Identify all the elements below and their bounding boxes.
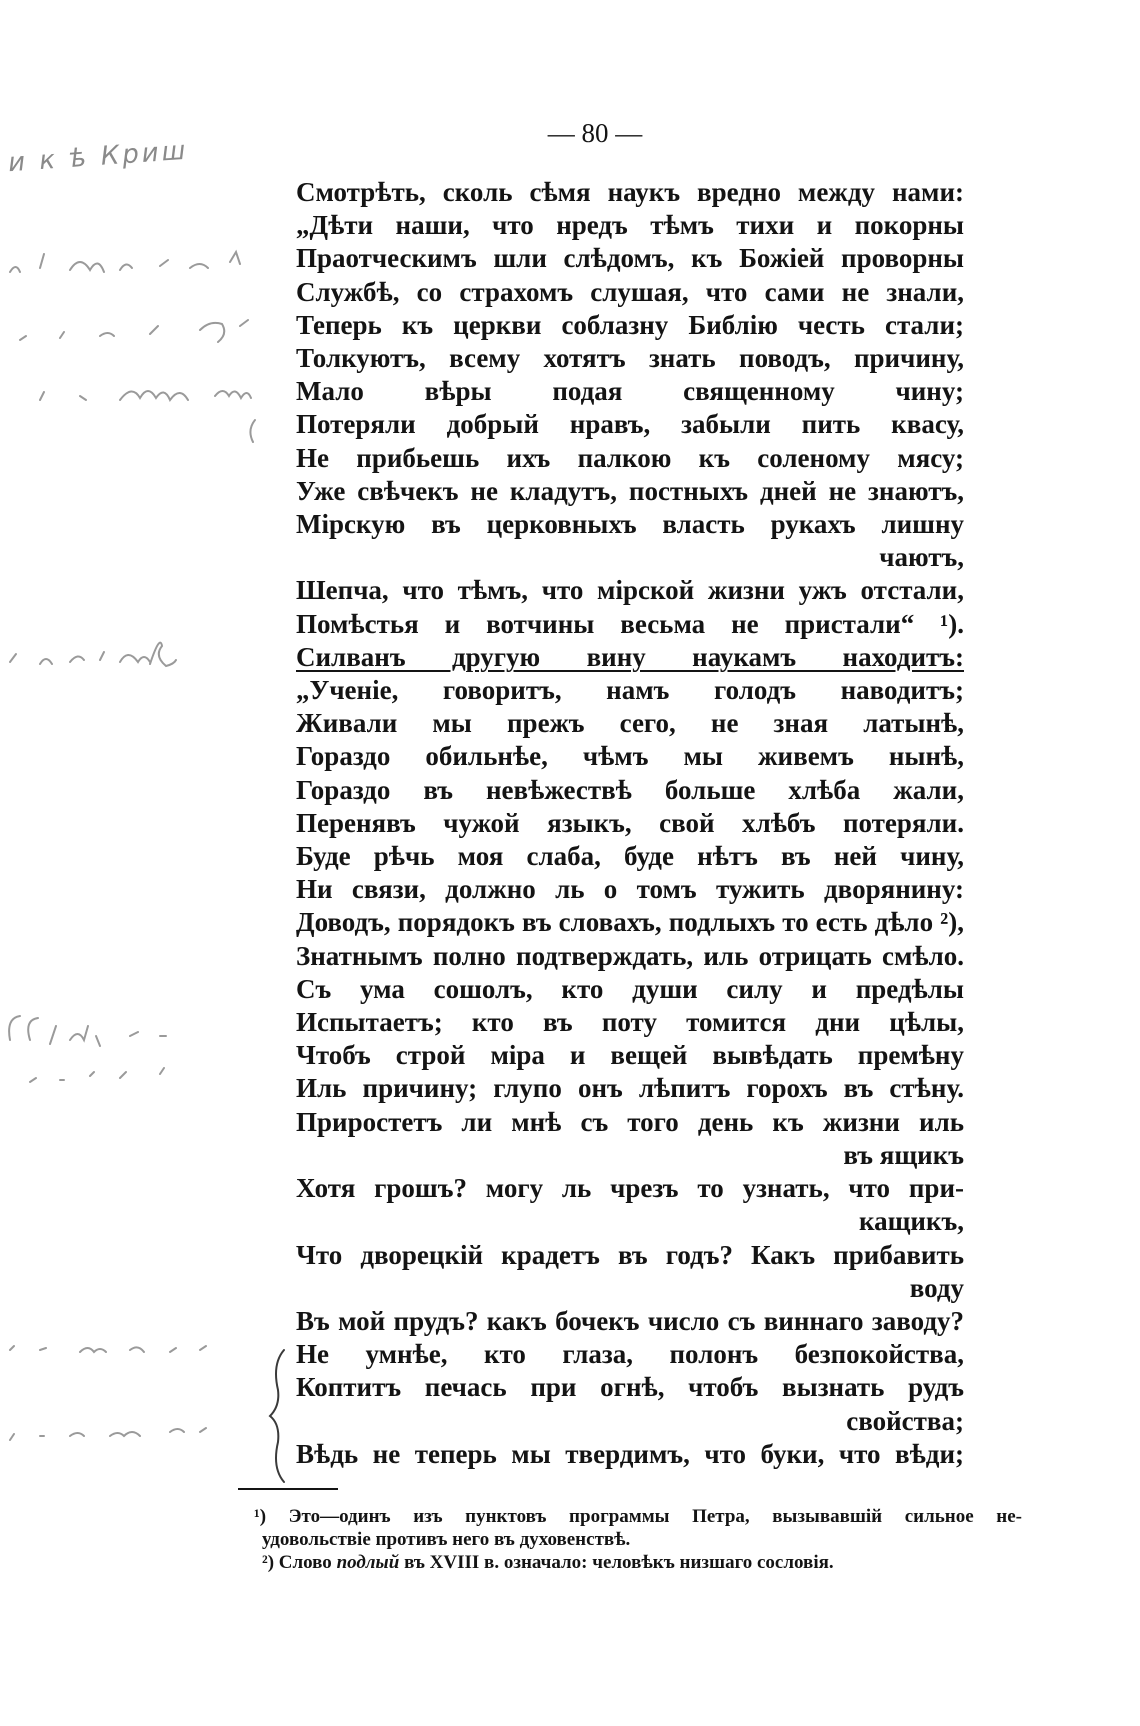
marginal-note-text: и к ѣ Криш: [7, 135, 190, 179]
poem-line: Мало вѣры подая священному чину;: [296, 376, 964, 407]
poem-line: Теперь къ церкви соблазну Библію честь стали;: [296, 309, 964, 340]
poem-line: Въ мой прудъ? какъ бочекъ число съ виннаго заводу?: [296, 1305, 964, 1336]
poem-line: Смотрѣть, сколь сѣмя наукъ вредно между нами:: [296, 177, 964, 207]
poem-line: Ни связи, должно ль о томъ тужить дворянину:: [296, 874, 964, 905]
poem-line: Съ ума сошолъ, кто души силу и предѣлы: [296, 973, 964, 1004]
poem-line: Коптитъ печась при огнѣ, чтобъ вызнать рудъ: [296, 1372, 964, 1403]
poem-line: Толкуютъ, всему хотятъ знать поводъ, причину,: [296, 343, 964, 374]
page-number: — 80 —: [547, 118, 643, 148]
poem-line: Приростетъ ли мнѣ съ того день къ жизни иль: [296, 1106, 964, 1137]
poem-line: Праотческимъ шли слѣдомъ, къ Божіей проворны: [296, 243, 964, 274]
footnote-2-prefix: ²) Слово: [262, 1552, 332, 1573]
poem-line: Знатнымъ полно подтверждать, иль отрицать смѣло.: [296, 940, 964, 971]
poem-line: Чтобъ строй міра и вещей вывѣдать премѣну: [296, 1040, 964, 1071]
footnote-2: [262, 1551, 1022, 1574]
poem-line-continuation: воду: [909, 1272, 964, 1303]
poem-line: Доводъ, порядокъ въ словахъ, подлыхъ то есть дѣло ²),: [296, 907, 964, 938]
poem-line: Потеряли добрый нравъ, забыли пить квасу,: [296, 409, 964, 440]
poem-line-continuation: чаютъ,: [879, 542, 964, 573]
poem-line: Шепча, что тѣмъ, что мірской жизни ужъ отстали,: [296, 575, 964, 606]
poem-line: Уже свѣчекъ не кладутъ, постныхъ дней не знаютъ,: [296, 475, 964, 506]
poem-line: Иль причину; глупо онъ лѣпитъ горохъ въ стѣну.: [296, 1073, 964, 1104]
poem-line: „Ученіе, говоритъ, намъ голодъ наводитъ;: [296, 675, 964, 706]
poem-line: Буде рѣчь моя слаба, буде нѣтъ въ ней чину,: [296, 841, 964, 872]
poem-line: Не прибьешь ихъ палкою къ соленому мясу;: [296, 442, 964, 473]
poem-line: Живали мы прежъ сего, не зная латынѣ,: [296, 708, 964, 739]
poem-text: [296, 176, 964, 1471]
poem-line: Хотя грошъ? могу ль чрезъ то узнать, что при-: [296, 1173, 964, 1204]
poem-line-continuation: кащикъ,: [858, 1206, 964, 1237]
marginal-scribbles: [0, 0, 290, 1500]
poem-line-continuation: свойства;: [846, 1405, 964, 1436]
poem-line: Гораздо обильнѣе, чѣмъ мы живемъ нынѣ,: [296, 741, 964, 772]
poem-line: „Дѣти наши, что нредъ тѣмъ тихи и покорны: [296, 210, 964, 241]
poem-line: Вѣдь не теперь мы твердимъ, что буки, что вѣди;: [296, 1438, 964, 1469]
poem-line: Не умнѣе, кто глаза, полонъ безпокойства,: [296, 1339, 964, 1370]
poem-line: Гораздо въ невѣжествѣ больше хлѣба жали,: [296, 774, 964, 805]
poem-line-continuation: въ ящикъ: [843, 1139, 964, 1170]
footnote-2-suffix: въ XVIII в. означало: человѣкъ низшаго сословія.: [404, 1552, 834, 1573]
poem-line: Что дворецкій крадетъ въ годъ? Какъ прибавить: [296, 1239, 964, 1270]
poem-line: Службѣ, со страхомъ слушая, что сами не знали,: [296, 276, 964, 307]
footnote-1-line-1: ¹) Это—одинъ изъ пунктовъ программы Петра, вызывавшій сильное не-: [254, 1506, 1022, 1527]
poem-line: Перенявъ чужой языкъ, свой хлѣбъ потеряли.: [296, 807, 964, 838]
footnote-1-line-2: удовольствіе противъ него въ духовенствѣ.: [262, 1529, 631, 1550]
poem-line: Испытаетъ; кто въ поту томится дни цѣлы,: [296, 1007, 964, 1038]
poem-line: Силванъ другую вину наукамъ находитъ:: [296, 641, 964, 672]
poem-line: Мірскую въ церковныхъ власть рукахъ лишну: [296, 509, 964, 540]
footnotes: [254, 1505, 1022, 1574]
footnote-2-emphasis: подлый: [336, 1552, 400, 1573]
poem-line: Помѣстья и вотчины весьма не пристали“ ¹).: [296, 608, 964, 639]
